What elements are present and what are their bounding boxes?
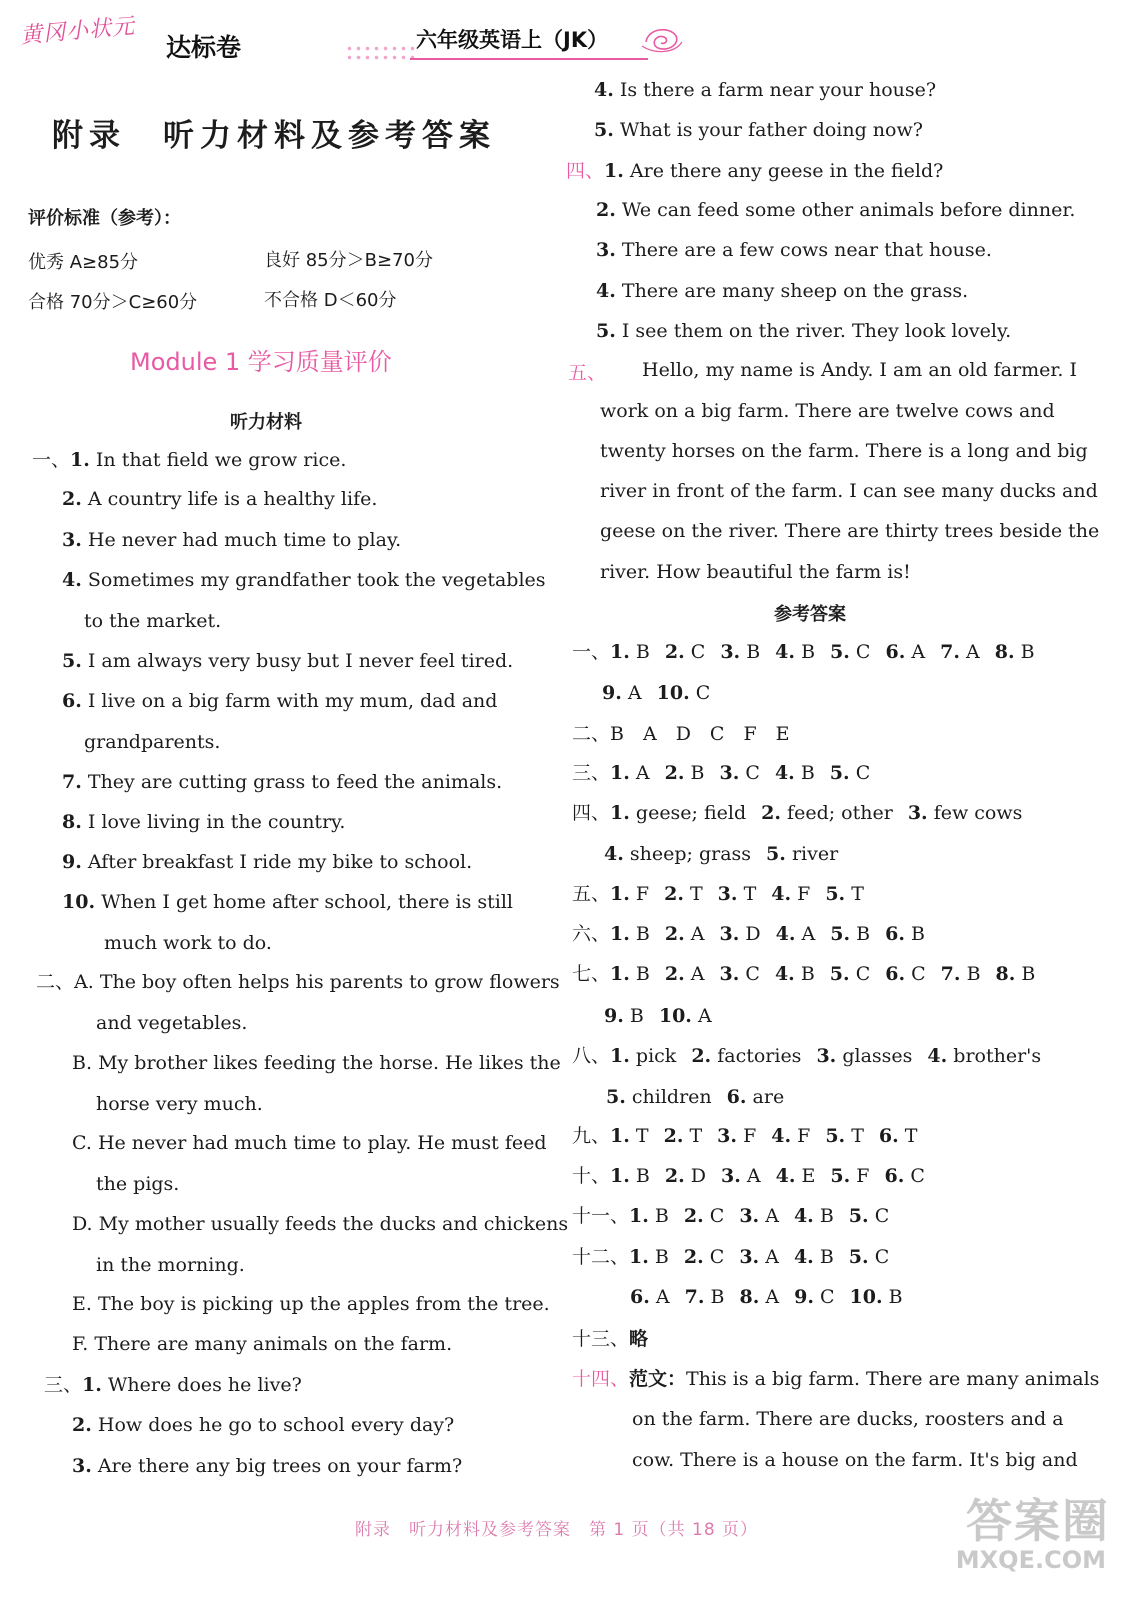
answer-item: 5. T (825, 1125, 864, 1147)
answer-item: 3. C (719, 963, 760, 985)
answer-item: 2. factories (691, 1045, 802, 1067)
answer-item: 6. B (885, 923, 925, 945)
answer-item: 4. B (793, 1205, 834, 1227)
answer-row: 七、1. B 2. A 3. C 4. B 5. C 6. C 7. B 8. B (572, 963, 1036, 985)
listening-line: 5. I see them on the river. They look lovely. (596, 320, 1012, 342)
listening-line: 2. How does he go to school every day? (72, 1414, 455, 1436)
watermark-logo (930, 1480, 1120, 1590)
answer-row: 十、1. B 2. D 3. A 4. E 5. F 6. C (572, 1165, 925, 1187)
brand-logo: 黄冈小状元 (19, 14, 137, 49)
listening-line: D. My mother usually feeds the ducks and chickens (72, 1213, 569, 1235)
dot-pattern-decoration (345, 44, 415, 64)
answer-item: 6. A (630, 1286, 670, 1308)
answer-item: 6. T (878, 1125, 918, 1147)
answer-item: 10. C (656, 682, 711, 704)
listening-line: 3. There are a few cows near that house. (596, 239, 992, 261)
listening-line: the pigs. (96, 1173, 180, 1195)
answer-item: 3. D (719, 923, 761, 945)
criteria-pass: 合格 70分＞C≥60分 (28, 292, 198, 313)
section-number: 五、 (568, 362, 607, 384)
listening-line: and vegetables. (96, 1012, 248, 1034)
listening-line: 三、1. Where does he live? (44, 1374, 302, 1396)
answer-item: 9. A (602, 682, 642, 704)
answer-row (606, 1085, 799, 1109)
answer-item: 3. few cows (907, 802, 1023, 824)
answer-item: 6. C (885, 963, 926, 985)
listening-line: 5. What is your father doing now? (594, 119, 923, 141)
answer-row: 五、1. F 2. T 3. T 4. F 5. T (572, 883, 864, 905)
answer-item: 5. T (825, 883, 864, 905)
answer-item: 2. C (664, 641, 706, 663)
answer-item: 6. are (726, 1086, 785, 1108)
swirl-icon (640, 22, 684, 56)
answer-row: 三、1. A 2. B 3. C 4. B 5. C (572, 762, 871, 784)
answer-item: 3. T (717, 883, 757, 905)
answer-item: 4. brother's (927, 1045, 1042, 1067)
criteria-good: 良好 85分＞B≥70分 (264, 250, 433, 271)
listening-line: 二、A. The boy often helps his parents to grow flowers (36, 971, 560, 993)
passage-line: twenty horses on the farm. There is a long and big (600, 440, 1088, 462)
answer-row (604, 1004, 727, 1028)
listening-line: 2. A country life is a healthy life. (62, 488, 378, 510)
watermark-text: 答案圈 (966, 1494, 1110, 1548)
answer-item: 3. A (721, 1165, 761, 1187)
answer-row: 十二、1. B 2. C 3. A 4. B 5. C (572, 1246, 890, 1268)
answer-item: 4. sheep; grass (604, 843, 752, 865)
listening-line: 6. I live on a big farm with my mum, dad and (62, 690, 498, 712)
module-title: Module 1 学习质量评价 (130, 348, 392, 376)
answer-row: 十一、1. B 2. C 3. A 4. B 5. C (572, 1205, 890, 1227)
answer-item: 6. C (884, 1165, 925, 1187)
answer-item: 1. T (610, 1125, 649, 1147)
appendix-title: 附录 听力材料及参考答案 (52, 118, 496, 154)
answer-item: 3. F (717, 1125, 757, 1147)
answer-row (604, 842, 853, 866)
listening-line: C. He never had much time to play. He must feed (72, 1132, 547, 1154)
listening-line: much work to do. (104, 932, 272, 954)
listening-line: grandparents. (84, 731, 221, 753)
answer-item: 4. F (771, 883, 811, 905)
answer-item: 5. C (848, 1205, 890, 1227)
answer-item: 2. C (683, 1205, 725, 1227)
header-underline (410, 58, 648, 60)
answer-row: 一、1. B 2. C 3. B 4. B 5. C 6. A 7. A 8. B (572, 641, 1035, 663)
answer-item: 1. F (610, 883, 650, 905)
answer-item: 7. A (940, 641, 980, 663)
criteria-title: 评价标准（参考）： (28, 208, 181, 229)
answer-item: 1. B (610, 641, 650, 663)
answer-item: 4. A (775, 923, 816, 945)
answer-item: 3. A (739, 1246, 779, 1268)
answer-item: 3. C (719, 762, 760, 784)
answer-item: 5. F (830, 1165, 870, 1187)
listening-line: 四、1. Are there any geese in the field? (566, 160, 944, 182)
listening-line: 9. After breakfast I ride my bike to school. (62, 851, 473, 873)
answer-item: 4. F (771, 1125, 811, 1147)
listening-title: 听力材料 (230, 412, 302, 433)
answer-row (602, 681, 725, 705)
answer-row: 六、1. B 2. A 3. D 4. A 5. B 6. B (572, 923, 925, 945)
listening-line: 3. Are there any big trees on your farm? (72, 1455, 463, 1477)
answer-item: 2. T (664, 883, 703, 905)
answer-item: 7. B (684, 1286, 725, 1308)
sample-essay-line: cow. There is a house on the farm. It's big and (632, 1449, 1078, 1471)
answer-item: 5. C (830, 641, 871, 663)
answer-item: 2. A (664, 963, 705, 985)
answer-item: 1. B (610, 923, 650, 945)
watermark-url: MXQE.COM (955, 1546, 1106, 1574)
answer-item: 1. B (629, 1205, 669, 1227)
answer-row (630, 1285, 918, 1309)
answer-item: 9. B (604, 1005, 644, 1027)
answer-item: 7. B (940, 963, 981, 985)
answer-item: 5. C (829, 762, 871, 784)
listening-line: F. There are many animals on the farm. (72, 1333, 453, 1355)
page-header (0, 0, 1131, 80)
answer-item: 5. C (848, 1246, 890, 1268)
answer-item: 3. A (739, 1205, 779, 1227)
listening-line: E. The boy is picking up the apples from the tree. (72, 1293, 550, 1315)
answer-item: 8. B (994, 641, 1035, 663)
answer-row: 四、1. geese; field 2. feed; other 3. few cows (572, 802, 1023, 824)
passage-line: river. How beautiful the farm is! (600, 561, 911, 583)
listening-line: B. My brother likes feeding the horse. He likes the (72, 1052, 561, 1074)
listening-line: horse very much. (96, 1093, 263, 1115)
answer-item: 4. B (774, 963, 815, 985)
answer-item: 6. A (885, 641, 926, 663)
page-footer: 附录 听力材料及参考答案 第 1 页（共 18 页） (355, 1520, 759, 1540)
listening-line: 3. He never had much time to play. (62, 529, 402, 551)
answer-item: 2. T (663, 1125, 703, 1147)
answer-item: 2. A (664, 923, 705, 945)
criteria-fail: 不合格 D＜60分 (264, 290, 397, 311)
listening-line: 7. They are cutting grass to feed the animals. (62, 771, 503, 793)
answer-item: 5. B (830, 923, 871, 945)
listening-line: 5. I am always very busy but I never feel tired. (62, 650, 514, 672)
listening-line: in the morning. (96, 1254, 245, 1276)
answer-item: 3. B (720, 641, 761, 663)
answer-row: 八、1. pick 2. factories 3. glasses 4. brother's (572, 1045, 1042, 1067)
answer-item: 5. C (829, 963, 871, 985)
answer-item: 8. B (995, 963, 1036, 985)
answer-item: 4. B (775, 641, 816, 663)
listening-line: 8. I love living in the country. (62, 811, 346, 833)
listening-line: 4. There are many sheep on the grass. (596, 280, 969, 302)
answer-row: 十四、范文：This is a big farm. There are many animals (572, 1368, 1100, 1390)
passage-line: work on a big farm. There are twelve cows and (600, 400, 1055, 422)
passage-line: river in front of the farm. I can see many ducks and (600, 480, 1098, 502)
answer-item: 4. B (774, 762, 815, 784)
listening-line: 4. Is there a farm near your house? (594, 79, 937, 101)
answer-item: 2. C (683, 1246, 725, 1268)
answers-title: 参考答案 (774, 604, 846, 625)
answer-row: 九、1. T 2. T 3. F 4. F 5. T 6. T (572, 1125, 918, 1147)
sample-essay-line: on the farm. There are ducks, roosters and a (632, 1408, 1064, 1430)
series-title: 达标卷 (166, 33, 242, 62)
listening-line: 2. We can feed some other animals before dinner. (596, 199, 1076, 221)
answer-item: 4. E (775, 1165, 816, 1187)
answer-item: 1. pick (610, 1045, 677, 1067)
answer-item: 2. B (664, 762, 705, 784)
answer-item: 1. B (610, 963, 650, 985)
answer-item: 1. B (629, 1246, 669, 1268)
answer-item: 1. geese; field (610, 802, 747, 824)
answer-item: 5. children (606, 1086, 712, 1108)
answer-item: 4. B (793, 1246, 834, 1268)
answer-item: 2. D (664, 1165, 706, 1187)
passage-line: geese on the river. There are thirty trees beside the (600, 520, 1100, 542)
listening-line: to the market. (84, 610, 222, 632)
answer-item: 3. glasses (816, 1045, 913, 1067)
answer-item: 1. B (610, 1165, 650, 1187)
book-title: 六年级英语上（JK） (416, 28, 609, 52)
answer-row: 十三、略 (572, 1328, 649, 1350)
answer-item: 1. A (610, 762, 650, 784)
answer-row: 二、B A D C F E (572, 723, 790, 745)
answer-item: 2. feed; other (761, 802, 893, 824)
answer-item: 5. river (766, 843, 839, 865)
listening-line: 一、1. In that field we grow rice. (32, 449, 347, 471)
listening-line: 4. Sometimes my grandfather took the vegetables (62, 569, 546, 591)
passage-line: Hello, my name is Andy. I am an old farmer. I (642, 359, 1077, 381)
answer-item: 10. B (849, 1286, 903, 1308)
listening-line: 10. When I get home after school, there is still (62, 891, 513, 913)
answer-item: 8. A (739, 1286, 780, 1308)
answer-item: 10. A (658, 1005, 712, 1027)
criteria-excellent: 优秀 A≥85分 (28, 252, 139, 273)
answer-item: 9. C (794, 1286, 835, 1308)
